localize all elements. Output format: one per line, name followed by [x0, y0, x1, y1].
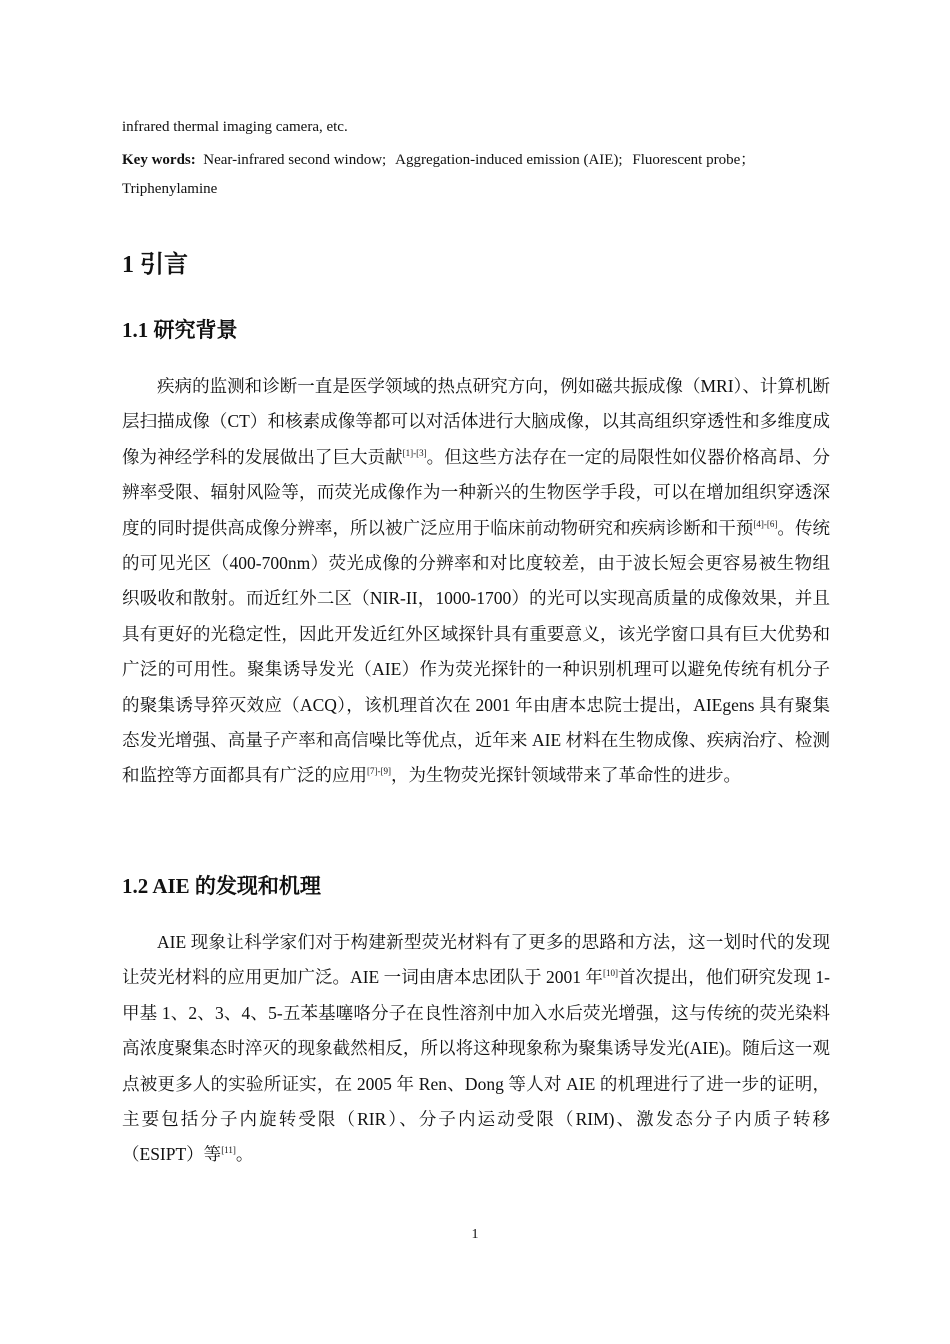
- citation: [10]: [602, 968, 618, 979]
- citation: [1]-[3]: [402, 447, 427, 458]
- paragraph-text: 首次提出，他们研究发现 1-甲基 1、2、3、4、5-五苯基噻咯分子在良性溶剂中加入水后荧光增强，这与传统的荧光染料高浓度聚集态时淬灭的现象截然相反，所以将这种现象称为聚集诱导发光(AIE)。随后这一观点被更多人的实验所证实，在 2005 年 Ren、Dong 等人对 AIE 的机理进行了进一步的证明，主要包括分子内旋转受限（RIR）、分子内运动受限（RIM)、激发态分子内质子转移（ESIPT）等: [122, 967, 831, 1165]
- paragraph-text: 。: [235, 1144, 254, 1165]
- paragraph-text: 。但这些方法存在一定的局限性如仪器价格高昂、分辨率受限、辐射风险等，而荧光成像作为一种新兴的生物医学手段，可以在增加组织穿透深度的同时提供高成像分辨率，所以被广泛应用于临床前动物研究和疾病诊断和干预: [122, 446, 831, 538]
- keywords-line: [122, 146, 830, 204]
- paragraph-text: 。传统的可见光区（400-700nm）荧光成像的分辨率和对比度较差，由于波长短会更容易被生物组织吸收和散射。而近红外二区（NIR-II，1000-1700）的光可以实现高质量的成像效果，并且具有更好的光稳定性，因此开发近红外区域探针具有重要意义，该光学窗口具有巨大优势和广泛的可用性。聚集诱导发光（AIE）作为荧光探针的一种识别机理可以避免传统有机分子的聚集诱导猝灭效应（ACQ），该机理首次在 2001 年由唐本忠院士提出，AIEgens 具有聚集态发光增强、高量子产率和高信噪比等优点，近年来 AIE 材料在生物成像、疾病治疗、检测和监控等方面都具有广泛的应用: [122, 517, 831, 786]
- keywords-label: Key words:: [122, 152, 196, 168]
- citation: [4]-[6]: [753, 518, 778, 529]
- paragraph-text: AIE 现象让科学家们对于构建新型荧光材料有了更多的思路和方法，这一划时代的发现让荧光材料的应用更加广泛。AIE 一词由唐本忠团队于 2001 年: [122, 932, 830, 988]
- abstract-tail: infrared thermal imaging camera, etc.: [122, 119, 348, 135]
- keyword-item: Fluorescent probe；Triphenylamine: [122, 152, 756, 197]
- body-paragraph: [122, 369, 830, 794]
- citation: [11]: [221, 1145, 236, 1156]
- section-heading: 1.2 AIE 的发现和机理: [122, 874, 321, 898]
- chapter-title: 1 引言: [122, 252, 188, 278]
- paragraph-text: 疾病的监测和诊断一直是医学领域的热点研究方向，例如磁共振成像（MRI）、计算机断层扫描成像（CT）和核素成像等都可以对活体进行大脑成像，以其高组织穿透性和多维度成像为神经学科的发展做出了巨大贡献: [122, 376, 830, 467]
- paragraph-text: ，为生物荧光探针领域带来了革命性的进步。: [391, 765, 741, 786]
- body-paragraph: [122, 925, 830, 1173]
- section-heading: 1.1 研究背景: [122, 318, 238, 342]
- keyword-item: Aggregation-induced emission (AIE);: [395, 152, 623, 168]
- keyword-item: Near-infrared second window;: [203, 152, 387, 168]
- page-number: 1: [471, 1227, 479, 1242]
- citation: [7]-[9]: [367, 766, 391, 777]
